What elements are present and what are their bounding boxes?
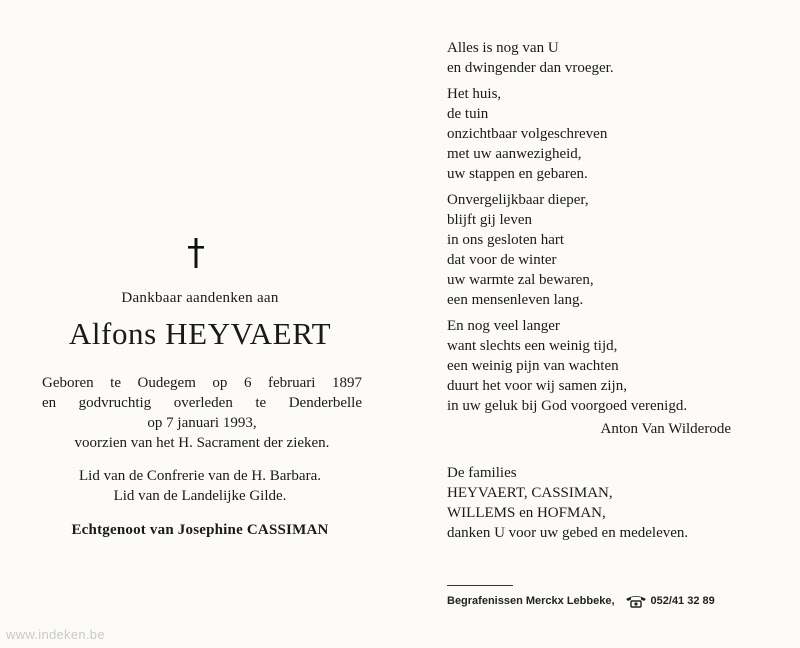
biography (42, 373, 362, 453)
spouse-text: Echtgenoot van Josephine CASSIMAN (71, 522, 329, 538)
families-line: HEYVAERT, CASSIMAN, (447, 485, 613, 501)
poem-line: blijft gij leven (447, 212, 532, 228)
families-line: De families (447, 465, 517, 481)
membership-line: Lid van de Landelijke Gilde. (113, 488, 287, 504)
poem-author: Anton Van Wilderode (600, 421, 731, 437)
poem-line: de tuin (447, 106, 489, 122)
watermark: www.indeken.be (6, 627, 105, 642)
intro-text: Dankbaar aandenken aan (121, 290, 279, 306)
phone-number: 052/41 32 89 (650, 595, 715, 607)
poem-line: een weinig pijn van wachten (447, 358, 619, 374)
poem (447, 38, 767, 422)
families-line: danken U voor uw gebed en medeleven. (447, 525, 689, 541)
poem-line: uw warmte zal bewaren, (447, 272, 594, 288)
poem-line: uw stappen en gebaren. (447, 166, 588, 182)
undertaker-name: Begrafenissen Merckx Lebbeke, (447, 595, 615, 607)
bio-line: Geboren te Oudegem op 6 februari 1897 (42, 375, 362, 391)
undertaker-footer (447, 594, 777, 608)
poem-line: met uw aanwezigheid, (447, 146, 582, 162)
bio-line: en godvruchtig overleden te Denderbelle (42, 395, 362, 411)
poem-line: want slechts een weinig tijd, (447, 338, 618, 354)
membership-line: Lid van de Confrerie van de H. Barbara. (79, 468, 321, 484)
poem-line: duurt het voor wij samen zijn, (447, 378, 627, 394)
families-line: WILLEMS en HOFMAN, (447, 505, 606, 521)
memberships (40, 466, 360, 506)
divider (447, 585, 513, 586)
poem-stanza (447, 84, 767, 184)
cross-icon (186, 238, 206, 268)
telephone-icon (625, 594, 647, 608)
bio-line: op 7 januari 1993, (147, 415, 257, 431)
poem-line: onzichtbaar volgeschreven (447, 126, 608, 142)
poem-line: Onvergelijkbaar dieper, (447, 192, 589, 208)
poem-line: een mensenleven lang. (447, 292, 584, 308)
families-thanks (447, 463, 777, 543)
deceased-name: Alfons HEYVAERT (68, 316, 332, 351)
poem-line: En nog veel langer (447, 318, 560, 334)
poem-line: Alles is nog van U (447, 40, 559, 56)
poem-line: in uw geluk bij God voorgoed verenigd. (447, 398, 688, 414)
poem-stanza (447, 190, 767, 310)
poem-stanza (447, 38, 767, 78)
bio-line: voorzien van het H. Sacrament der zieken. (74, 435, 330, 451)
poem-line: in ons gesloten hart (447, 232, 565, 248)
poem-line: Het huis, (447, 86, 502, 102)
poem-line: en dwingender dan vroeger. (447, 60, 614, 76)
poem-stanza (447, 316, 767, 416)
poem-line: dat voor de winter (447, 252, 557, 268)
